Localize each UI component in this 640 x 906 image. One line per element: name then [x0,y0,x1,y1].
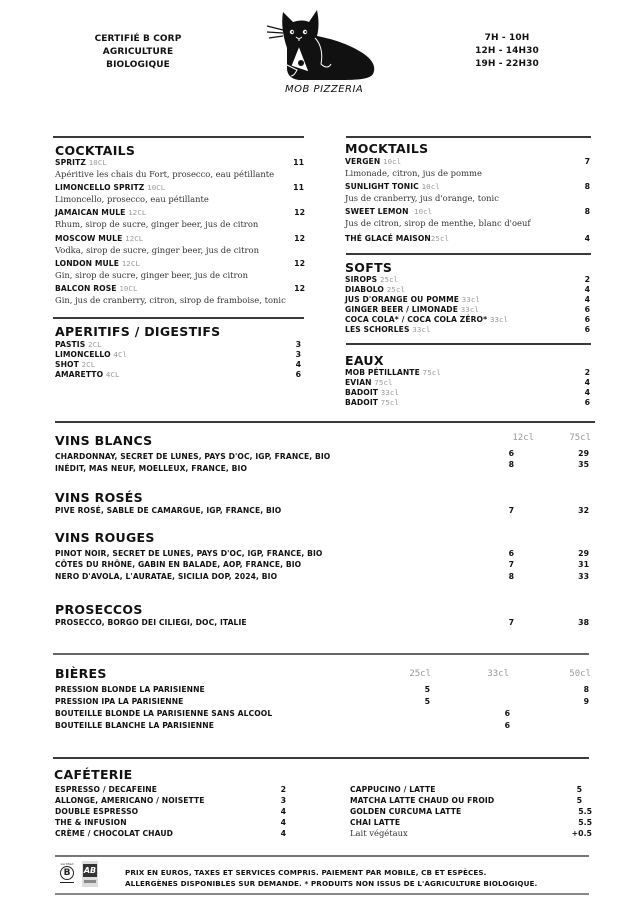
wine-item-name: INÉDIT, MAS NEUF, MOELLEUX, FRANCE, BIO [55,464,248,473]
menu-item-name: SUNLIGHT TONIC 10cl [345,182,440,191]
menu-item-description: Jus de citron, sirop de menthe, blanc d'oeuf [345,218,531,228]
menu-item-description: Limonade, citron, jus de pomme [345,168,482,178]
section-title-cafeteria: CAFÉTERIE [54,767,133,782]
section-title-eaux: EAUX [345,353,384,368]
wine-item-name: CHARDONNAY, SECRET DE LUNES, PAYS D'OC, IGP, FRANCE, BIO [55,452,331,461]
divider [346,343,591,345]
menu-item-name: PASTIS 2CL [55,340,102,349]
beer-price-25cl: 5 [424,685,430,694]
coffee-item-price: 4 [280,818,286,827]
hours-line: 12H - 14H30 [475,46,539,56]
menu-item-price: 4 [295,360,301,369]
cert-line: BIOLOGIQUE [106,60,170,70]
wine-price-75cl: 32 [578,506,589,515]
menu-item-price: 7 [584,157,590,166]
menu-item-name: MOSCOW MULE 12CL [55,234,144,243]
menu-item-name: GINGER BEER / LIMONADE 33cl [345,305,479,314]
coffee-item-name: THE & INFUSION [55,818,127,827]
menu-item-price: 4 [584,388,590,397]
wine-item-name: PINOT NOIR, SECRET DE LUNES, PAYS D'OC, IGP, FRANCE, BIO [55,549,323,558]
coffee-item-name: ALLONGE, AMERICANO / NOISETTE [55,796,205,805]
menu-item-name: LIMONCELLO 4Cl [55,350,128,359]
menu-item-price: 4 [584,234,590,243]
cert-line: CERTIFIÉ B CORP [94,34,182,44]
menu-item-name: LES SCHORLES 33cl [345,325,431,334]
bcorp-icon: B [60,866,74,880]
coffee-item-name: CHAI LATTE [350,818,401,827]
wine-price-75cl: 38 [578,618,589,627]
menu-item-description: Gin, jus de cranberry, citron, sirop de framboise, tonic [55,295,286,305]
wine-item-name: PROSECCO, BORGO DEI CILIEGI, DOC, ITALIE [55,618,247,627]
footer-line-2: ALLERGÈNES DISPONIBLES SUR DEMANDE. * PRODUITS NON ISSUS DE L'AGRICULTURE BIOLOGIQUE. [125,879,538,888]
beer-price-33cl: 6 [504,721,510,730]
wine-price-75cl: 35 [578,460,589,469]
divider [53,757,589,759]
menu-item-price: 8 [584,182,590,191]
divider [55,421,595,423]
coffee-item-name: MATCHA LATTE CHAUD OU FROID [350,796,495,805]
mob-pizzeria-logo [265,8,383,100]
wine-item-name: NERO D'AVOLA, L'AURATAE, SICILIA DOP, 2024, BIO [55,572,278,581]
divider [53,317,304,319]
divider [53,136,304,138]
wine-price-75cl: 33 [578,572,589,581]
section-title-cocktails: COCKTAILS [55,143,136,158]
menu-item-price: 6 [295,370,301,379]
column-header-75cl: 75cl [569,433,591,443]
section-title-aperitifs: APERITIFS / DIGESTIFS [55,324,221,339]
coffee-item-price: 3 [280,796,286,805]
menu-item-price: 6 [584,398,590,407]
wine-price-12cl: 6 [508,549,514,558]
divider [53,653,589,655]
coffee-item-name: ESPRESSO / DECAFEINE [55,785,158,794]
menu-item-price: 12 [294,259,305,268]
menu-item-price: 2 [584,275,590,284]
column-header-33cl: 33cl [487,669,509,679]
hours-line: 19H - 22H30 [475,59,539,69]
coffee-item-price: +0.5 [571,829,592,838]
menu-item-name: SPRITZ 10CL [55,158,107,167]
section-title-vins-rouges: VINS ROUGES [55,530,155,545]
wine-item-name: CÔTES DU RHÔNE, GABIN EN BALADE, AOP, FRANCE, BIO [55,560,302,569]
bcorp-certified-label: Certified [60,862,74,866]
menu-item-name: JUS D'ORANGE OU POMME 33cl [345,295,480,304]
menu-item-price: 6 [584,325,590,334]
menu-item-name: SHOT 2CL [55,360,96,369]
coffee-item-name: DOUBLE ESPRESSO [55,807,139,816]
menu-item-price: 11 [293,158,304,167]
menu-item-description: Vodka, sirop de sucre, ginger beer, jus de citron [55,245,259,255]
coffee-item-price: 5 [576,796,582,805]
beer-price-50cl: 9 [583,697,589,706]
section-title-vins-roses: VINS ROSÉS [55,490,143,505]
footer-line-1: PRIX EN EUROS, TAXES ET SERVICES COMPRIS. PAIEMENT PAR MOBILE, CB ET ESPÈCES. [125,868,487,877]
coffee-item-name: GOLDEN CURCUMA LATTE [350,807,462,816]
section-title-mocktails: MOCKTAILS [345,141,429,156]
menu-item-price: 6 [584,315,590,324]
menu-item-name: LIMONCELLO SPRITZ 10CL [55,183,166,192]
wine-price-75cl: 29 [578,449,589,458]
section-title-vins-blancs: VINS BLANCS [55,433,153,448]
menu-item-name: THÉ GLACÉ MAISON25cl [345,234,450,243]
menu-item-price: 2 [584,368,590,377]
menu-item-name: DIABOLO 25cl [345,285,405,294]
column-header-25cl: 25cl [409,669,431,679]
beer-price-33cl: 6 [504,709,510,718]
menu-item-name: LONDON MULE 12CL [55,259,140,268]
menu-item-name: EVIAN 75cl [345,378,393,387]
menu-item-name: MOB PÉTILLANTE 75cl [345,368,441,377]
menu-item-price: 3 [295,350,301,359]
menu-item-price: 11 [293,183,304,192]
bcorp-badge [58,862,76,888]
menu-item-name: JAMAICAN MULE 12CL [55,208,147,217]
menu-item-price: 4 [584,295,590,304]
column-header-50cl: 50cl [569,669,591,679]
menu-item-name: SWEET LEMON 10cl [345,207,433,216]
beer-price-50cl: 8 [583,685,589,694]
wine-price-12cl: 7 [508,618,514,627]
menu-item-price: 3 [295,340,301,349]
menu-item-name: AMARETTO 4CL [55,370,120,379]
coffee-item-price: 2 [280,785,286,794]
wine-price-12cl: 7 [508,560,514,569]
menu-item-name: COCA COLA* / COCA COLA ZÉRO* 33cl [345,315,509,324]
menu-item-description: Jus de cranberry, jus d'orange, tonic [345,193,499,203]
menu-item-price: 4 [584,285,590,294]
coffee-item-name: CRÈME / CHOCOLAT CHAUD [55,829,174,838]
menu-item-description: Rhum, sirop de sucre, ginger beer, jus de citron [55,219,259,229]
menu-item-name: SIROPS 25cl [345,275,399,284]
beer-price-25cl: 5 [424,697,430,706]
bcorp-underline [60,882,74,883]
column-header-12cl: 12cl [512,433,534,443]
logo-wordmark: MOB PIZZERIA [285,84,364,95]
ab-icon: AB [83,866,97,875]
menu-item-description: Gin, sirop de sucre, ginger beer, jus de citron [55,270,248,280]
menu-item-name: BADOIT 75cl [345,398,399,407]
coffee-item-name: CAPPUCINO / LATTE [350,785,436,794]
divider [55,893,589,895]
menu-item-price: 6 [584,305,590,314]
opening-hours [462,32,552,71]
divider [55,855,589,857]
section-title-bieres: BIÈRES [55,666,107,681]
ab-organic-badge [82,861,98,887]
hours-line: 7H - 10H [484,33,530,43]
section-title-proseccos: PROSECCOS [55,602,143,617]
wine-price-75cl: 29 [578,549,589,558]
divider [346,136,591,138]
coffee-item-price: 5.5 [578,818,592,827]
cat-with-pizza-icon [265,8,383,86]
menu-item-price: 12 [294,234,305,243]
menu-item-description: Apéritive les chais du Fort, prosecco, eau pétillante [55,169,275,179]
menu-item-name: BADOIT 33cl [345,388,399,397]
beer-item-name: PRESSION BLONDE LA PARISIENNE [55,685,205,694]
coffee-item-price: 5.5 [578,807,592,816]
certifications-text [88,33,188,72]
beer-item-name: BOUTEILLE BLANCHE LA PARISIENNE [55,721,214,730]
ab-badge-stripe [84,880,96,883]
menu-item-price: 12 [294,208,305,217]
coffee-item-price: 4 [280,807,286,816]
wine-item-name: PIVE ROSÉ, SABLE DE CAMARGUE, IGP, FRANCE, BIO [55,506,282,515]
menu-item-name: BALCON ROSE 10CL [55,284,138,293]
wine-price-12cl: 8 [508,460,514,469]
coffee-item-price: 5 [576,785,582,794]
beer-item-name: PRESSION IPA LA PARISIENNE [55,697,184,706]
menu-item-description: Limoncello, prosecco, eau pétillante [55,194,209,204]
section-title-softs: SOFTS [345,260,393,275]
divider [346,253,591,255]
cert-line: AGRICULTURE [102,47,174,57]
beer-item-name: BOUTEILLE BLONDE LA PARISIENNE SANS ALCOOL [55,709,273,718]
wine-price-75cl: 31 [578,560,589,569]
wine-price-12cl: 7 [508,506,514,515]
wine-price-12cl: 6 [508,449,514,458]
menu-item-price: 4 [584,378,590,387]
coffee-item-name: Lait végétaux [350,828,408,838]
menu-item-name: VERGEN 10cl [345,157,402,166]
wine-price-12cl: 8 [508,572,514,581]
menu-item-price: 12 [294,284,305,293]
coffee-item-price: 4 [280,829,286,838]
menu-item-price: 8 [584,207,590,216]
